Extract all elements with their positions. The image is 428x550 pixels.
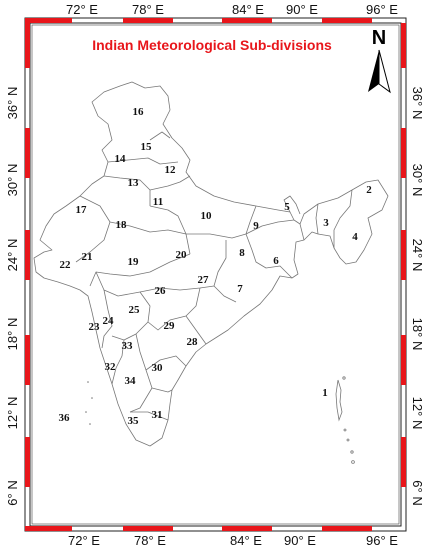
lat-label: 24° N [410, 238, 425, 272]
subdivision-label: 11 [152, 196, 164, 208]
subdivision-label: 30 [151, 362, 163, 374]
subdivision-labels [59, 106, 373, 427]
subdivision-label: 29 [163, 320, 175, 332]
north-label: N [371, 27, 387, 49]
lon-label: 78° E [134, 533, 166, 548]
lat-label: 6° N [5, 480, 20, 506]
subdivision-label: 31 [151, 409, 163, 421]
subdivision-label: 5 [284, 201, 290, 213]
subdivision-label: 16 [132, 106, 144, 118]
subdivision-label: 4 [352, 231, 358, 243]
lon-label: 96° E [366, 533, 398, 548]
north-arrow-icon [368, 27, 390, 92]
country-outline [34, 82, 388, 446]
subdivision-label: 36 [58, 412, 70, 424]
lon-labels-bottom [68, 533, 398, 548]
subdivision-label: 14 [114, 153, 126, 165]
subdivision-label: 17 [75, 204, 87, 216]
map-title: Indian Meteorological Sub-divisions [92, 37, 332, 53]
subdivision-label: 33 [121, 340, 133, 352]
subdivision-label: 19 [127, 256, 139, 268]
subdivision-label: 10 [200, 210, 212, 222]
subdivision-label: 18 [115, 219, 127, 231]
lat-label: 36° N [410, 86, 425, 120]
lon-label: 78° E [132, 2, 164, 17]
lon-label: 90° E [286, 2, 318, 17]
subdivision-label: 35 [127, 415, 139, 427]
lat-label: 36° N [5, 86, 20, 120]
lakshadweep-islands [85, 381, 93, 425]
subdivision-label: 9 [253, 220, 259, 232]
subdivision-label: 34 [124, 375, 136, 387]
subdivision-label: 8 [239, 247, 245, 259]
subdivision-label: 7 [237, 283, 243, 295]
lat-label: 30° N [410, 163, 425, 197]
lon-label: 72° E [68, 533, 100, 548]
subdivision-label: 21 [81, 251, 93, 263]
lon-label: 90° E [284, 533, 316, 548]
subdivision-label: 28 [186, 336, 198, 348]
lon-label: 96° E [366, 2, 398, 17]
subdivision-label: 2 [366, 184, 372, 196]
lat-labels-right [410, 87, 425, 506]
lat-label: 12° N [5, 396, 20, 430]
india-outline [34, 82, 388, 446]
lon-label: 84° E [230, 533, 262, 548]
subdivision-label: 22 [59, 259, 71, 271]
subdivision-label: 12 [164, 164, 176, 176]
lat-labels-left [5, 87, 20, 506]
subdivision-label: 32 [104, 361, 116, 373]
map-frame [25, 18, 406, 531]
lat-label: 18° N [5, 317, 20, 351]
lon-labels-top [66, 2, 398, 17]
subdivision-label: 13 [127, 177, 139, 189]
lat-label: 24° N [5, 238, 20, 272]
subdivision-label: 20 [175, 249, 187, 261]
subdivision-label: 24 [102, 315, 114, 327]
andaman-nicobar-islands [336, 377, 354, 464]
subdivision-label: 1 [322, 387, 328, 399]
subdivision-label: 6 [273, 255, 279, 267]
subdivision-label: 15 [140, 141, 152, 153]
lat-label: 30° N [5, 163, 20, 197]
subdivision-label: 27 [197, 274, 209, 286]
subdivision-label: 23 [88, 321, 100, 333]
lon-label: 84° E [232, 2, 264, 17]
lat-label: 6° N [410, 480, 425, 506]
lat-label: 12° N [410, 396, 425, 430]
lat-label: 18° N [410, 317, 425, 351]
lon-label: 72° E [66, 2, 98, 17]
subdivision-label: 26 [154, 285, 166, 297]
subdivision-label: 3 [323, 217, 329, 229]
subdivision-label: 25 [128, 304, 140, 316]
